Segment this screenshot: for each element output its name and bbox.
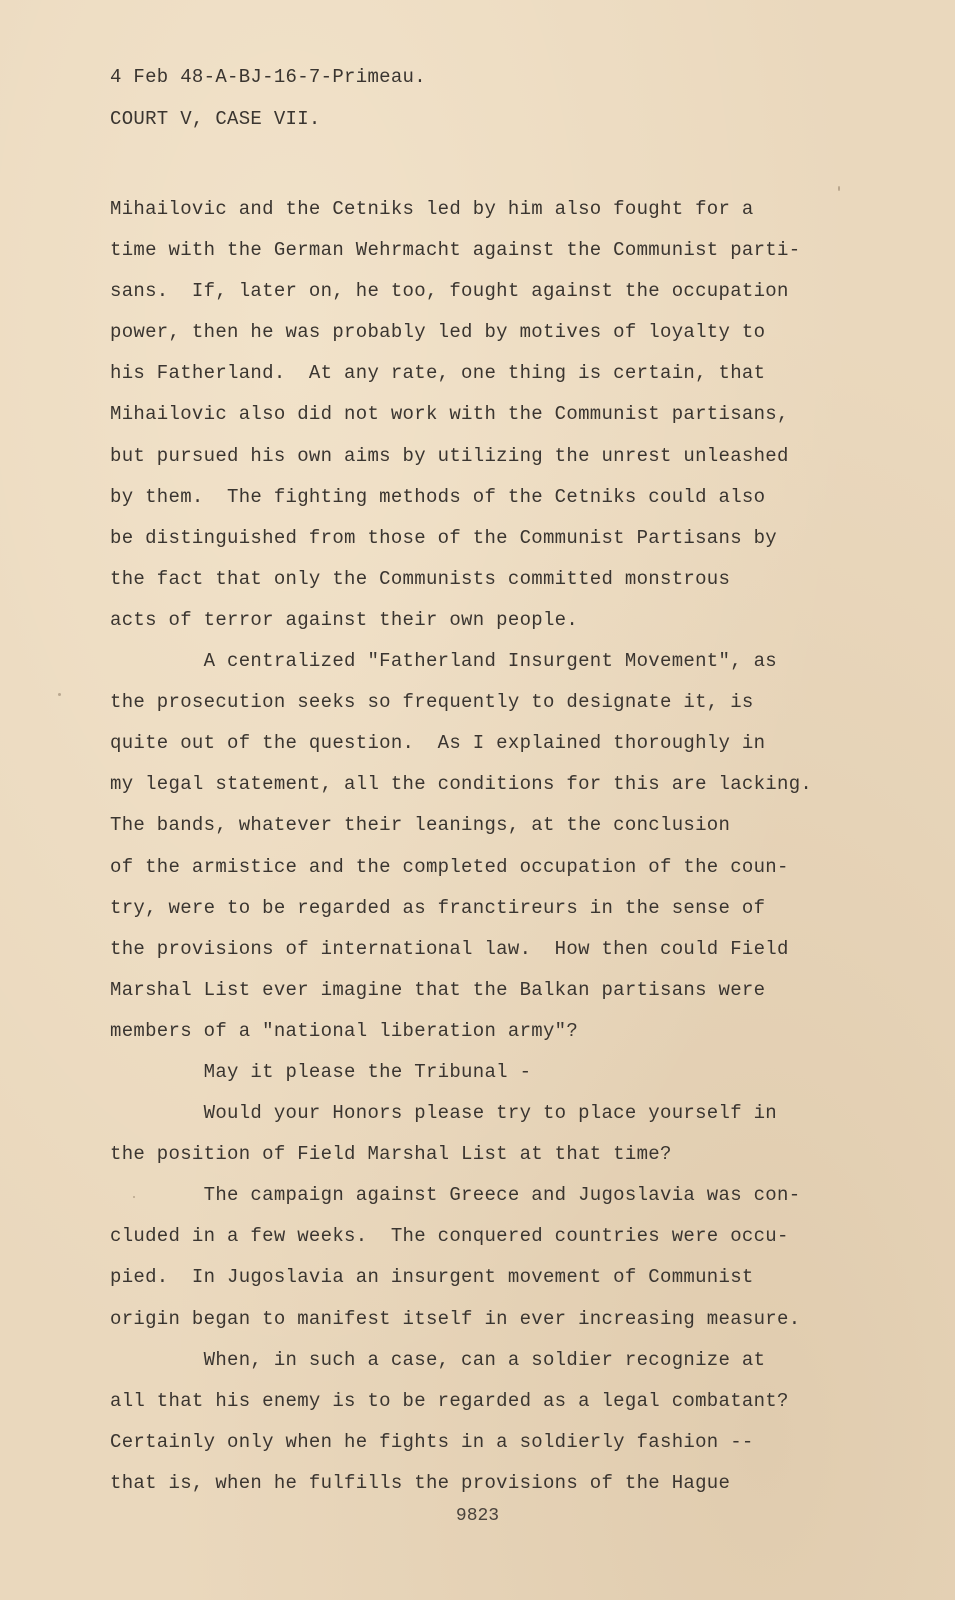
paper-speck <box>58 693 61 696</box>
body-text-line: Would your Honors please try to place yourself in <box>110 1102 778 1125</box>
body-text-line: the provisions of international law. How then could Field <box>110 937 789 960</box>
body-text-line: The bands, whatever their leanings, at the conclusion <box>110 814 731 837</box>
body-text-line: my legal statement, all the conditions for this are lacking. <box>110 773 813 796</box>
body-text-line: the prosecution seeks so frequently to designate it, is <box>110 691 754 714</box>
document-body-text <box>110 189 870 1504</box>
body-text-line: that is, when he fulfills the provisions of the Hague <box>110 1471 731 1494</box>
body-text-line: all that his enemy is to be regarded as a legal combatant? <box>110 1389 789 1412</box>
paper-speck <box>133 1196 135 1198</box>
body-text-line: A centralized "Fatherland Insurgent Movement", as <box>110 650 778 673</box>
body-text-line: power, then he was probably led by motives of loyalty to <box>110 321 766 344</box>
body-text-line: be distinguished from those of the Communist Partisans by <box>110 526 778 549</box>
body-text-line: the fact that only the Communists committed monstrous <box>110 567 731 590</box>
body-text-line: try, were to be regarded as franctireurs in the sense of <box>110 896 766 919</box>
body-text-line: pied. In Jugoslavia an insurgent movement of Communist <box>110 1266 754 1289</box>
body-text-line: Mihailovic and the Cetniks led by him also fought for a <box>110 198 754 220</box>
body-text-line: Mihailovic also did not work with the Communist partisans, <box>110 403 789 426</box>
body-text-line: his Fatherland. At any rate, one thing is certain, that <box>110 362 766 385</box>
body-text-line: quite out of the question. As I explained thoroughly in <box>110 732 766 755</box>
body-text-line: When, in such a case, can a soldier recognize at <box>110 1348 766 1371</box>
body-text-line: The campaign against Greece and Jugoslavia was con- <box>110 1184 801 1207</box>
body-text-line: by them. The fighting methods of the Cetniks could also <box>110 485 766 508</box>
body-text-line: time with the German Wehrmacht against the Communist parti- <box>110 239 801 262</box>
court-case-line: COURT V, CASE VII. <box>110 108 321 130</box>
paper-speck <box>838 186 840 191</box>
body-text-line: cluded in a few weeks. The conquered countries were occu- <box>110 1225 789 1248</box>
body-text-line: Certainly only when he fights in a soldierly fashion -- <box>110 1430 754 1453</box>
body-text-line: the position of Field Marshal List at that time? <box>110 1143 672 1166</box>
body-text-line: but pursued his own aims by utilizing the unrest unleashed <box>110 444 789 467</box>
body-text-line: sans. If, later on, he too, fought against the occupation <box>110 280 789 303</box>
body-text-line: acts of terror against their own people. <box>110 608 579 631</box>
body-text-line: of the armistice and the completed occupation of the coun- <box>110 855 789 878</box>
page-number: 9823 <box>455 1506 500 1526</box>
document-reference-line: 4 Feb 48-A-BJ-16-7-Primeau. <box>110 66 426 88</box>
body-text-line: members of a "national liberation army"? <box>110 1019 579 1042</box>
body-text-line: May it please the Tribunal - <box>110 1060 532 1083</box>
body-text-line: origin began to manifest itself in ever increasing measure. <box>110 1307 801 1330</box>
body-text-line: Marshal List ever imagine that the Balkan partisans were <box>110 978 766 1001</box>
paper-speck <box>160 1235 162 1237</box>
